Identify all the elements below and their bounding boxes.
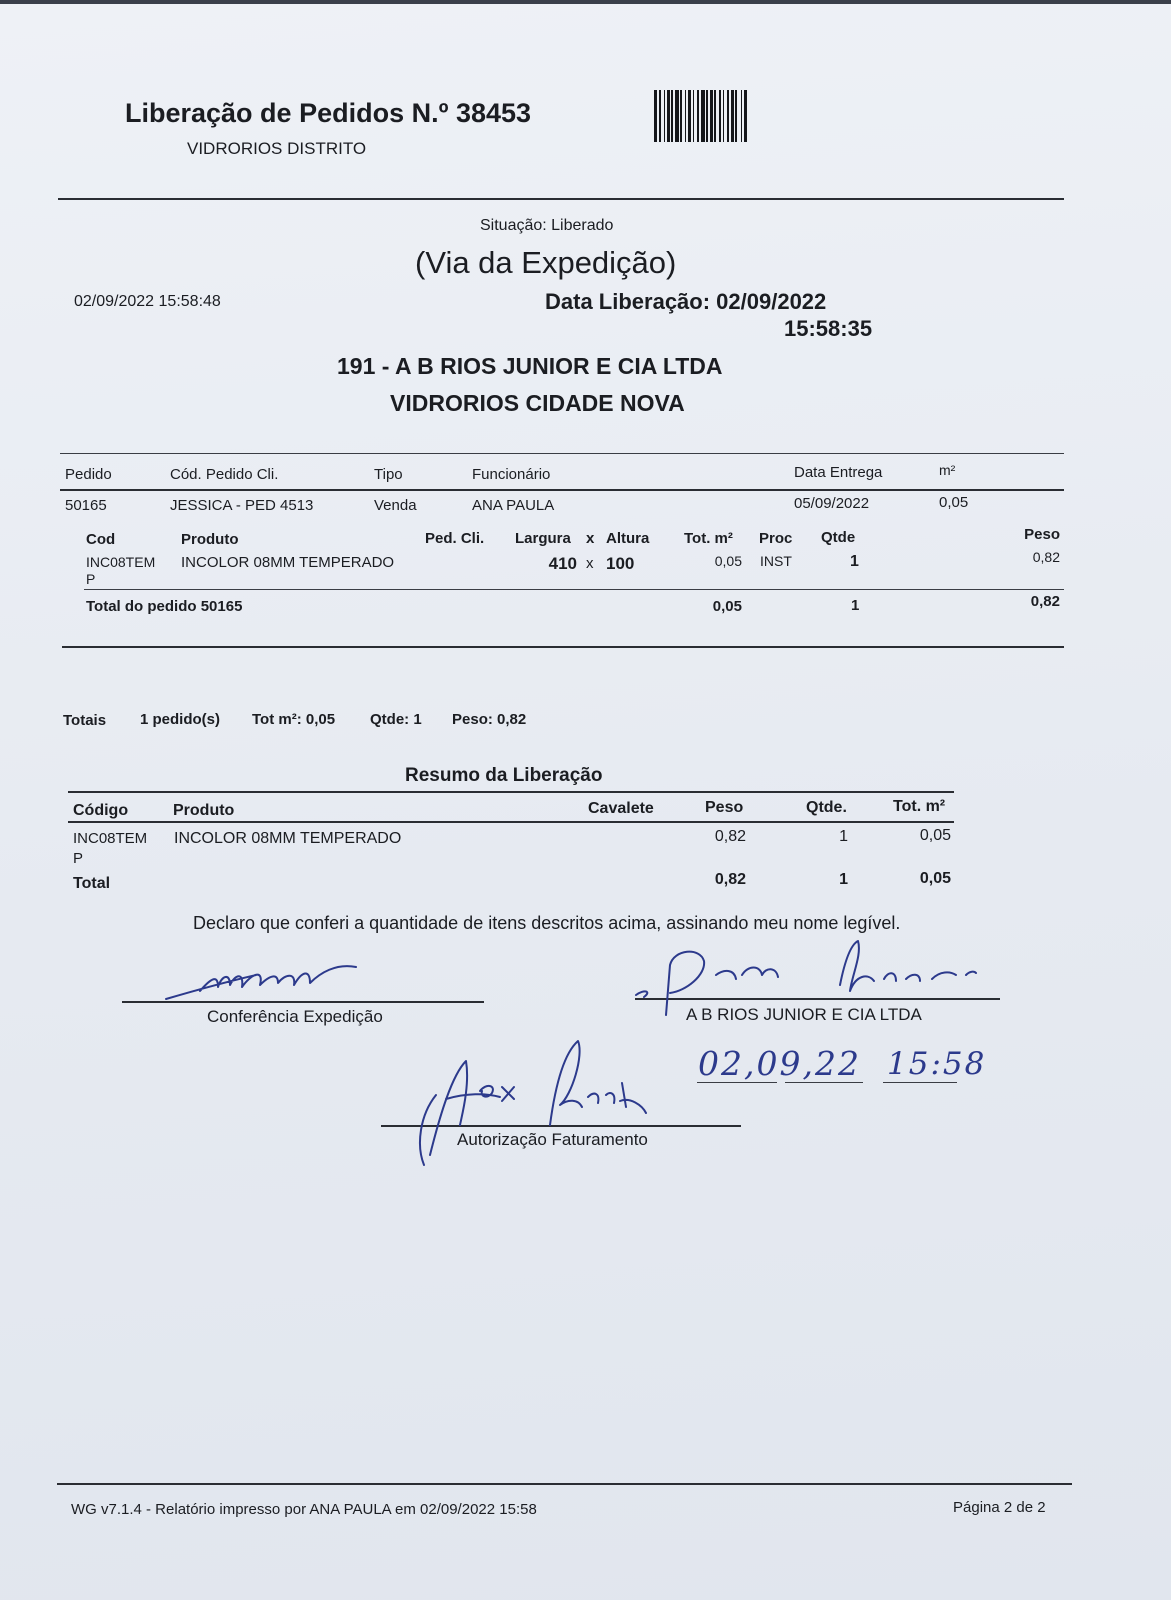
company-name: VIDRORIOS DISTRITO: [187, 139, 367, 158]
item-product: INCOLOR 08MM TEMPERADO: [181, 554, 395, 571]
header-divider: [58, 198, 1064, 200]
item-header-x: x: [586, 530, 595, 547]
item-header-peso: Peso: [1024, 526, 1060, 543]
summary-header-produto: Produto: [173, 802, 235, 819]
client-signature-label: A B RIOS JUNIOR E CIA LTDA: [686, 1005, 922, 1024]
totals-orders: 1 pedido(s): [140, 711, 221, 728]
order-employee: ANA PAULA: [472, 497, 555, 514]
order-number: 50165: [65, 497, 107, 514]
summary-header-tot-m2: Tot. m²: [893, 798, 946, 815]
order-total-label: Total do pedido 50165: [86, 598, 243, 615]
item-x: x: [586, 555, 594, 572]
col-header-funcionario: Funcionário: [472, 466, 551, 483]
order-total-qtde: 1: [851, 597, 860, 614]
summary-qtde: 1: [839, 828, 848, 845]
order-client-code: JESSICA - PED 4513: [170, 497, 314, 514]
order-m2: 0,05: [939, 494, 969, 511]
order-table-bottom-rule: [62, 646, 1064, 648]
release-date: Data Liberação: 02/09/2022: [545, 289, 827, 314]
order-total-rule: [84, 589, 1064, 590]
client-name: 191 - A B RIOS JUNIOR E CIA LTDA: [337, 353, 723, 379]
barcode-image: [654, 90, 830, 142]
conferencia-label: Conferência Expedição: [207, 1007, 383, 1026]
client-signature: [630, 935, 990, 1025]
col-header-data-entrega: Data Entrega: [794, 464, 883, 481]
item-header-cod: Cod: [86, 531, 116, 548]
item-code-line1: INC08TEM: [86, 554, 156, 570]
col-header-tipo: Tipo: [374, 466, 403, 483]
item-code-line2: P: [86, 571, 96, 587]
order-total-peso: 0,82: [1030, 593, 1060, 610]
client-store: VIDRORIOS CIDADE NOVA: [390, 390, 685, 416]
handwritten-date: 02,09,22: [698, 1044, 861, 1083]
item-header-largura: Largura: [515, 530, 571, 547]
declaration-text: Declaro que conferi a quantidade de itens descritos acima, assinando meu nome legível.: [193, 913, 901, 933]
summary-header-rule: [68, 821, 954, 823]
summary-top-rule: [68, 791, 954, 793]
barcode-bar: [747, 90, 749, 142]
item-header-proc: Proc: [759, 530, 793, 547]
autorizacao-label: Autorização Faturamento: [457, 1130, 648, 1149]
autorizacao-signature: [410, 1035, 650, 1170]
totals-m2: Tot m²: 0,05: [252, 711, 336, 728]
date-underline-3: [883, 1082, 957, 1083]
footer-rule: [57, 1483, 1072, 1485]
col-header-m2: m²: [939, 462, 956, 478]
item-proc: INST: [760, 553, 792, 569]
order-table-top-rule: [60, 453, 1064, 454]
item-header-altura: Altura: [606, 530, 650, 547]
document-title: Liberação de Pedidos N.º 38453: [125, 98, 532, 128]
summary-code-line2: P: [73, 850, 84, 867]
order-type: Venda: [374, 497, 417, 514]
footer-page-number: Página 2 de 2: [953, 1499, 1046, 1516]
item-height: 100: [606, 554, 635, 573]
conferencia-signature: [160, 955, 360, 1005]
summary-code-line1: INC08TEM: [73, 830, 148, 847]
summary-peso: 0,82: [714, 828, 746, 845]
item-qtde: 1: [850, 553, 859, 570]
col-header-pedido: Pedido: [65, 466, 112, 483]
item-width: 410: [548, 554, 577, 573]
page-top-edge: [0, 0, 1171, 4]
summary-header-codigo: Código: [73, 802, 129, 819]
printed-datetime: 02/09/2022 15:58:48: [74, 293, 221, 310]
totals-peso: Peso: 0,82: [452, 711, 527, 728]
summary-header-cavalete: Cavalete: [588, 800, 654, 817]
order-delivery-date: 05/09/2022: [794, 495, 870, 512]
summary-product: INCOLOR 08MM TEMPERADO: [174, 830, 402, 847]
summary-total-qtde: 1: [839, 871, 848, 888]
summary-header-peso: Peso: [705, 799, 744, 816]
item-header-produto: Produto: [181, 531, 239, 548]
col-header-cod-pedido-cli: Cód. Pedido Cli.: [170, 466, 279, 483]
item-peso: 0,82: [1032, 549, 1060, 565]
item-header-tot-m2: Tot. m²: [684, 530, 733, 547]
summary-tot-m2: 0,05: [919, 827, 951, 844]
summary-total-tot-m2: 0,05: [919, 870, 951, 887]
summary-total-label: Total: [73, 875, 111, 892]
footer-report-info: WG v7.1.4 - Relatório impresso por ANA PAULA em 02/09/2022 15:58: [71, 1501, 537, 1518]
handwritten-time: 15:58: [887, 1046, 987, 1082]
order-header-rule: [60, 489, 1064, 491]
summary-title: Resumo da Liberação: [405, 765, 603, 786]
item-header-ped-cli: Ped. Cli.: [425, 530, 485, 547]
item-tot-m2: 0,05: [714, 553, 742, 569]
item-header-qtde: Qtde: [821, 529, 856, 546]
totals-label: Totais: [63, 712, 107, 729]
order-total-m2: 0,05: [712, 598, 742, 615]
situation-label: Situação: Liberado: [480, 217, 614, 234]
release-time: 15:58:35: [784, 316, 873, 341]
summary-total-peso: 0,82: [714, 871, 746, 888]
totals-qtde: Qtde: 1: [370, 711, 422, 728]
summary-header-qtde: Qtde.: [806, 799, 847, 816]
copy-label: (Via da Expedição): [415, 245, 677, 280]
